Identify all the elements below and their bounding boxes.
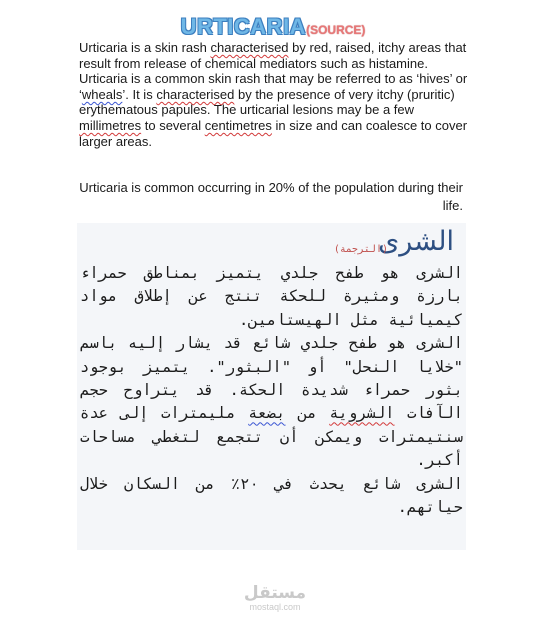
english-paragraph-2 — [79, 71, 469, 149]
english-body — [79, 40, 469, 149]
text-run: مليمترات إلى عدة سنتيمترات ويمكن أن تتجمع لتغطي مساحات أكبر. — [80, 404, 463, 470]
arabic-paragraph-1: الشرى هو طفح جلدي يتميز بمناطق حمراء بارزة ومثيرة للحكة تنتج عن إطلاق مواد كيميائية مثل الهيستامين. — [80, 264, 463, 329]
arabic-paragraph-3: الشرى شائع يحدث في ٢٠٪ من السكان خلال حياتهم. — [80, 474, 463, 517]
source-label: (SOURCE) — [306, 23, 366, 37]
watermark-arabic: مستقل — [243, 583, 307, 603]
arabic-paragraph-2 — [80, 332, 463, 472]
mostaql-watermark-logo — [238, 583, 312, 612]
text-run: الشرى هو طفح جلدي شائع قد يشار إليه باسم "خلايا النحل" أو "البثور". يتميز بوجود بثور حمراء شديدة الحكة. قد يتراوح حجم الآفات — [80, 334, 464, 423]
english-paragraph-3: Urticaria is common occurring in 20% of the population during their life. — [79, 180, 463, 213]
spelling-flagged-word: centimetres — [204, 117, 272, 133]
text-run: من — [285, 404, 330, 423]
text-run: Urticaria is a common skin rash that may be referred to as ‘hives’ or ‘ — [79, 71, 468, 102]
spelling-flagged-word: characterised — [210, 40, 289, 55]
text-run: in size and can coalesce to cover larger areas. — [79, 117, 468, 149]
grammar-flagged-word: بضعة — [248, 404, 286, 423]
spelling-flagged-word: characterised — [156, 86, 235, 102]
document-title — [0, 14, 546, 40]
spelling-flagged-word: millimetres — [79, 117, 142, 133]
watermark-latin: mostaql.com — [249, 602, 301, 612]
grammar-flagged-word: wheals — [81, 86, 123, 102]
english-paragraph-1 — [79, 40, 469, 71]
text-run: by the presence of very itchy (pruritic) erythematous papules. The urticarial lesions may be a few — [79, 86, 455, 118]
text-run: by red, raised, itchy areas that result from release of chemical mediators such as histamine. — [79, 40, 467, 71]
text-run: Urticaria is a skin rash — [79, 40, 211, 55]
title-text: URTICARIA — [180, 14, 307, 39]
arabic-subtitle: (الترجمة) — [333, 244, 388, 255]
arabic-body — [80, 262, 463, 519]
text-run: to several — [141, 117, 205, 133]
spelling-flagged-word: الشروية — [329, 404, 395, 423]
text-run: ’. It is — [122, 86, 157, 102]
arabic-title: الشرى — [378, 226, 454, 257]
